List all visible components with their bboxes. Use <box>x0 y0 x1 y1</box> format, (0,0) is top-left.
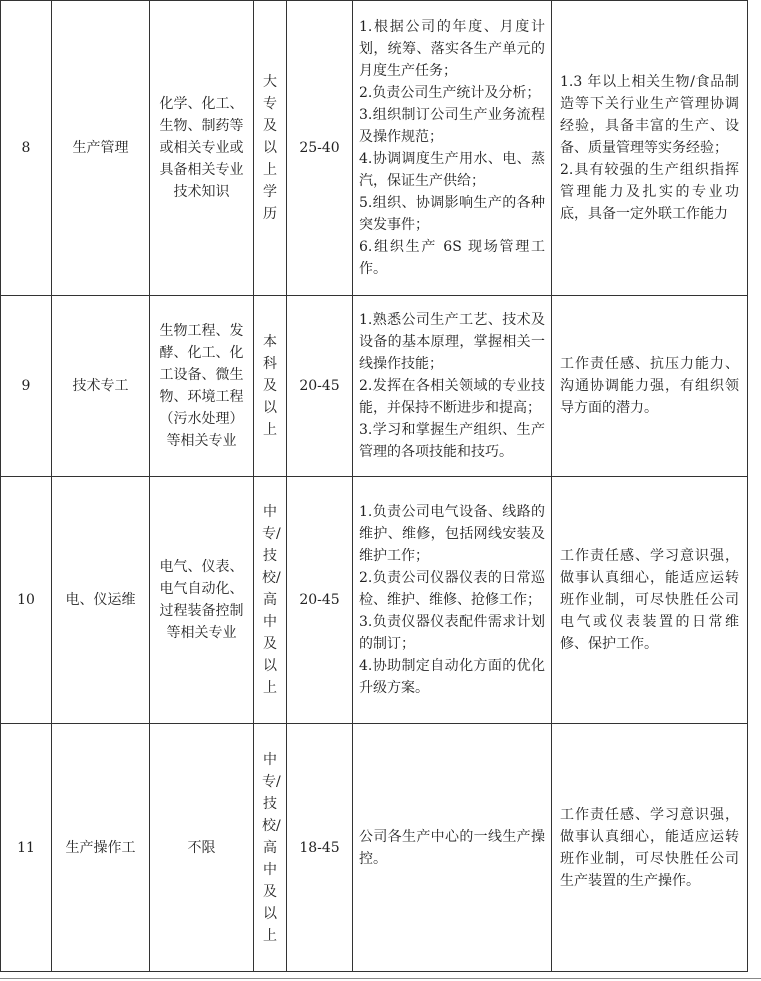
responsibility-item: 1.根据公司的年度、月度计划，统筹、落实各生产单元的月度生产任务； <box>359 19 545 79</box>
row-divider <box>0 971 748 972</box>
responsibility-item: 4.协助制定自动化方面的优化升级方案。 <box>359 658 545 696</box>
position-cell <box>52 477 149 723</box>
major-cell <box>150 1 253 295</box>
responsibilities-cell <box>353 1 551 295</box>
row-number-cell <box>1 296 51 476</box>
responsibilities-list <box>359 309 545 463</box>
education-text: 中专/技校/高中及以上 <box>262 751 281 944</box>
requirements-list <box>560 545 739 655</box>
row-number-cell <box>1 724 51 971</box>
position-title: 生产管理 <box>72 140 129 156</box>
responsibility-item: 2.发挥在各相关领域的专业技能，并保持不断进步和提高； <box>359 378 545 416</box>
age-range: 18-45 <box>299 839 340 856</box>
major-text: 不限 <box>187 839 216 856</box>
education-cell <box>254 296 286 476</box>
requirements-cell <box>552 1 747 295</box>
position-title: 生产操作工 <box>65 839 136 856</box>
responsibilities-cell <box>353 296 551 476</box>
education-cell <box>254 1 286 295</box>
age-cell <box>287 296 352 476</box>
responsibilities-list <box>359 501 545 699</box>
row-number-cell <box>1 1 51 295</box>
responsibility-item: 3.组织制订公司生产业务流程及操作规范； <box>359 107 545 145</box>
requirement-item: 工作责任感、抗压力能力、沟通协调能力强，有组织领导方面的潜力。 <box>560 356 739 416</box>
major-cell <box>150 296 253 476</box>
position-cell <box>52 296 149 476</box>
education-text: 中专/技校/高中及以上 <box>262 504 281 696</box>
responsibility-item: 1.熟悉公司生产工艺、技术及设备的基本原理，掌握相关一线操作技能； <box>359 312 545 372</box>
major-cell <box>150 477 253 723</box>
row-number: 11 <box>17 839 35 856</box>
education-cell <box>254 477 286 723</box>
requirement-item: 工作责任感、学习意识强，做事认真细心，能适应运转班作业制，可尽快胜任公司电气或仪表装置的日常维修、保护工作。 <box>560 548 739 652</box>
responsibilities-cell <box>353 724 551 971</box>
major-cell <box>150 724 253 971</box>
responsibilities-list <box>359 826 545 870</box>
requirements-cell <box>552 477 747 723</box>
requirements-list <box>560 804 739 892</box>
page-edge-line <box>0 978 761 979</box>
requirements-cell <box>552 296 747 476</box>
position-cell <box>52 1 149 295</box>
responsibility-item: 公司各生产中心的一线生产操控。 <box>359 828 545 867</box>
row-number-cell <box>1 477 51 723</box>
responsibility-item: 3.学习和掌握生产组织、生产管理的各项技能和技巧。 <box>359 422 545 460</box>
age-cell <box>287 1 352 295</box>
age-cell <box>287 724 352 971</box>
responsibility-item: 3.负责仪器仪表配件需求计划的制订； <box>359 614 545 652</box>
responsibilities-list <box>359 16 545 280</box>
education-text: 本科及以上 <box>263 334 277 438</box>
responsibilities-cell <box>353 477 551 723</box>
responsibility-item: 2.负责公司生产统计及分析； <box>359 85 541 101</box>
education-text: 大专及以上学历 <box>263 74 277 222</box>
requirement-item: 1.3 年以上相关生物/食品制造等下关行业生产管理协调经验，具备丰富的生产、设备、质量管理等实务经验； <box>560 74 739 156</box>
requirements-list <box>560 71 739 225</box>
row-number: 8 <box>21 140 31 156</box>
responsibility-item: 4.协调调度生产用水、电、蒸汽，保证生产供给； <box>359 151 545 189</box>
major-text: 化学、化工、生物、制药等或相关专业或具备相关专业技术知识 <box>159 96 244 200</box>
age-range: 25-40 <box>299 140 340 156</box>
age-cell <box>287 477 352 723</box>
major-text: 电气、仪表、电气自动化、过程装备控制等相关专业 <box>159 559 244 641</box>
major-text: 生物工程、发酵、化工、化工设备、微生物、环境工程（污水处理）等相关专业 <box>159 323 244 449</box>
education-cell <box>254 724 286 971</box>
requirement-item: 2.具有较强的生产组织指挥管理能力及扎实的专业功底，具备一定外联工作能力 <box>560 162 739 222</box>
requirement-item: 工作责任感、学习意识强，做事认真细心，能适应运转班作业制，可尽快胜任公司生产装置的生产操作。 <box>560 806 739 889</box>
column-divider <box>747 0 748 972</box>
age-range: 20-45 <box>299 378 340 394</box>
requirements-cell <box>552 724 747 971</box>
age-range: 20-45 <box>299 592 340 608</box>
requirements-list <box>560 353 739 419</box>
responsibility-item: 2.负责公司仪器仪表的日常巡检、维护、维修、抢修工作； <box>359 570 545 608</box>
position-title: 电、仪运维 <box>65 592 136 608</box>
position-title: 技术专工 <box>72 378 129 394</box>
responsibility-item: 1.负责公司电气设备、线路的维护、维修，包括网线安装及维护工作； <box>359 504 545 564</box>
responsibility-item: 5.组织、协调影响生产的各种突发事件； <box>359 195 545 233</box>
row-number: 10 <box>17 592 35 608</box>
position-cell <box>52 724 149 971</box>
responsibility-item: 6.组织生产 6S 现场管理工作。 <box>359 239 545 277</box>
row-number: 9 <box>21 378 31 394</box>
